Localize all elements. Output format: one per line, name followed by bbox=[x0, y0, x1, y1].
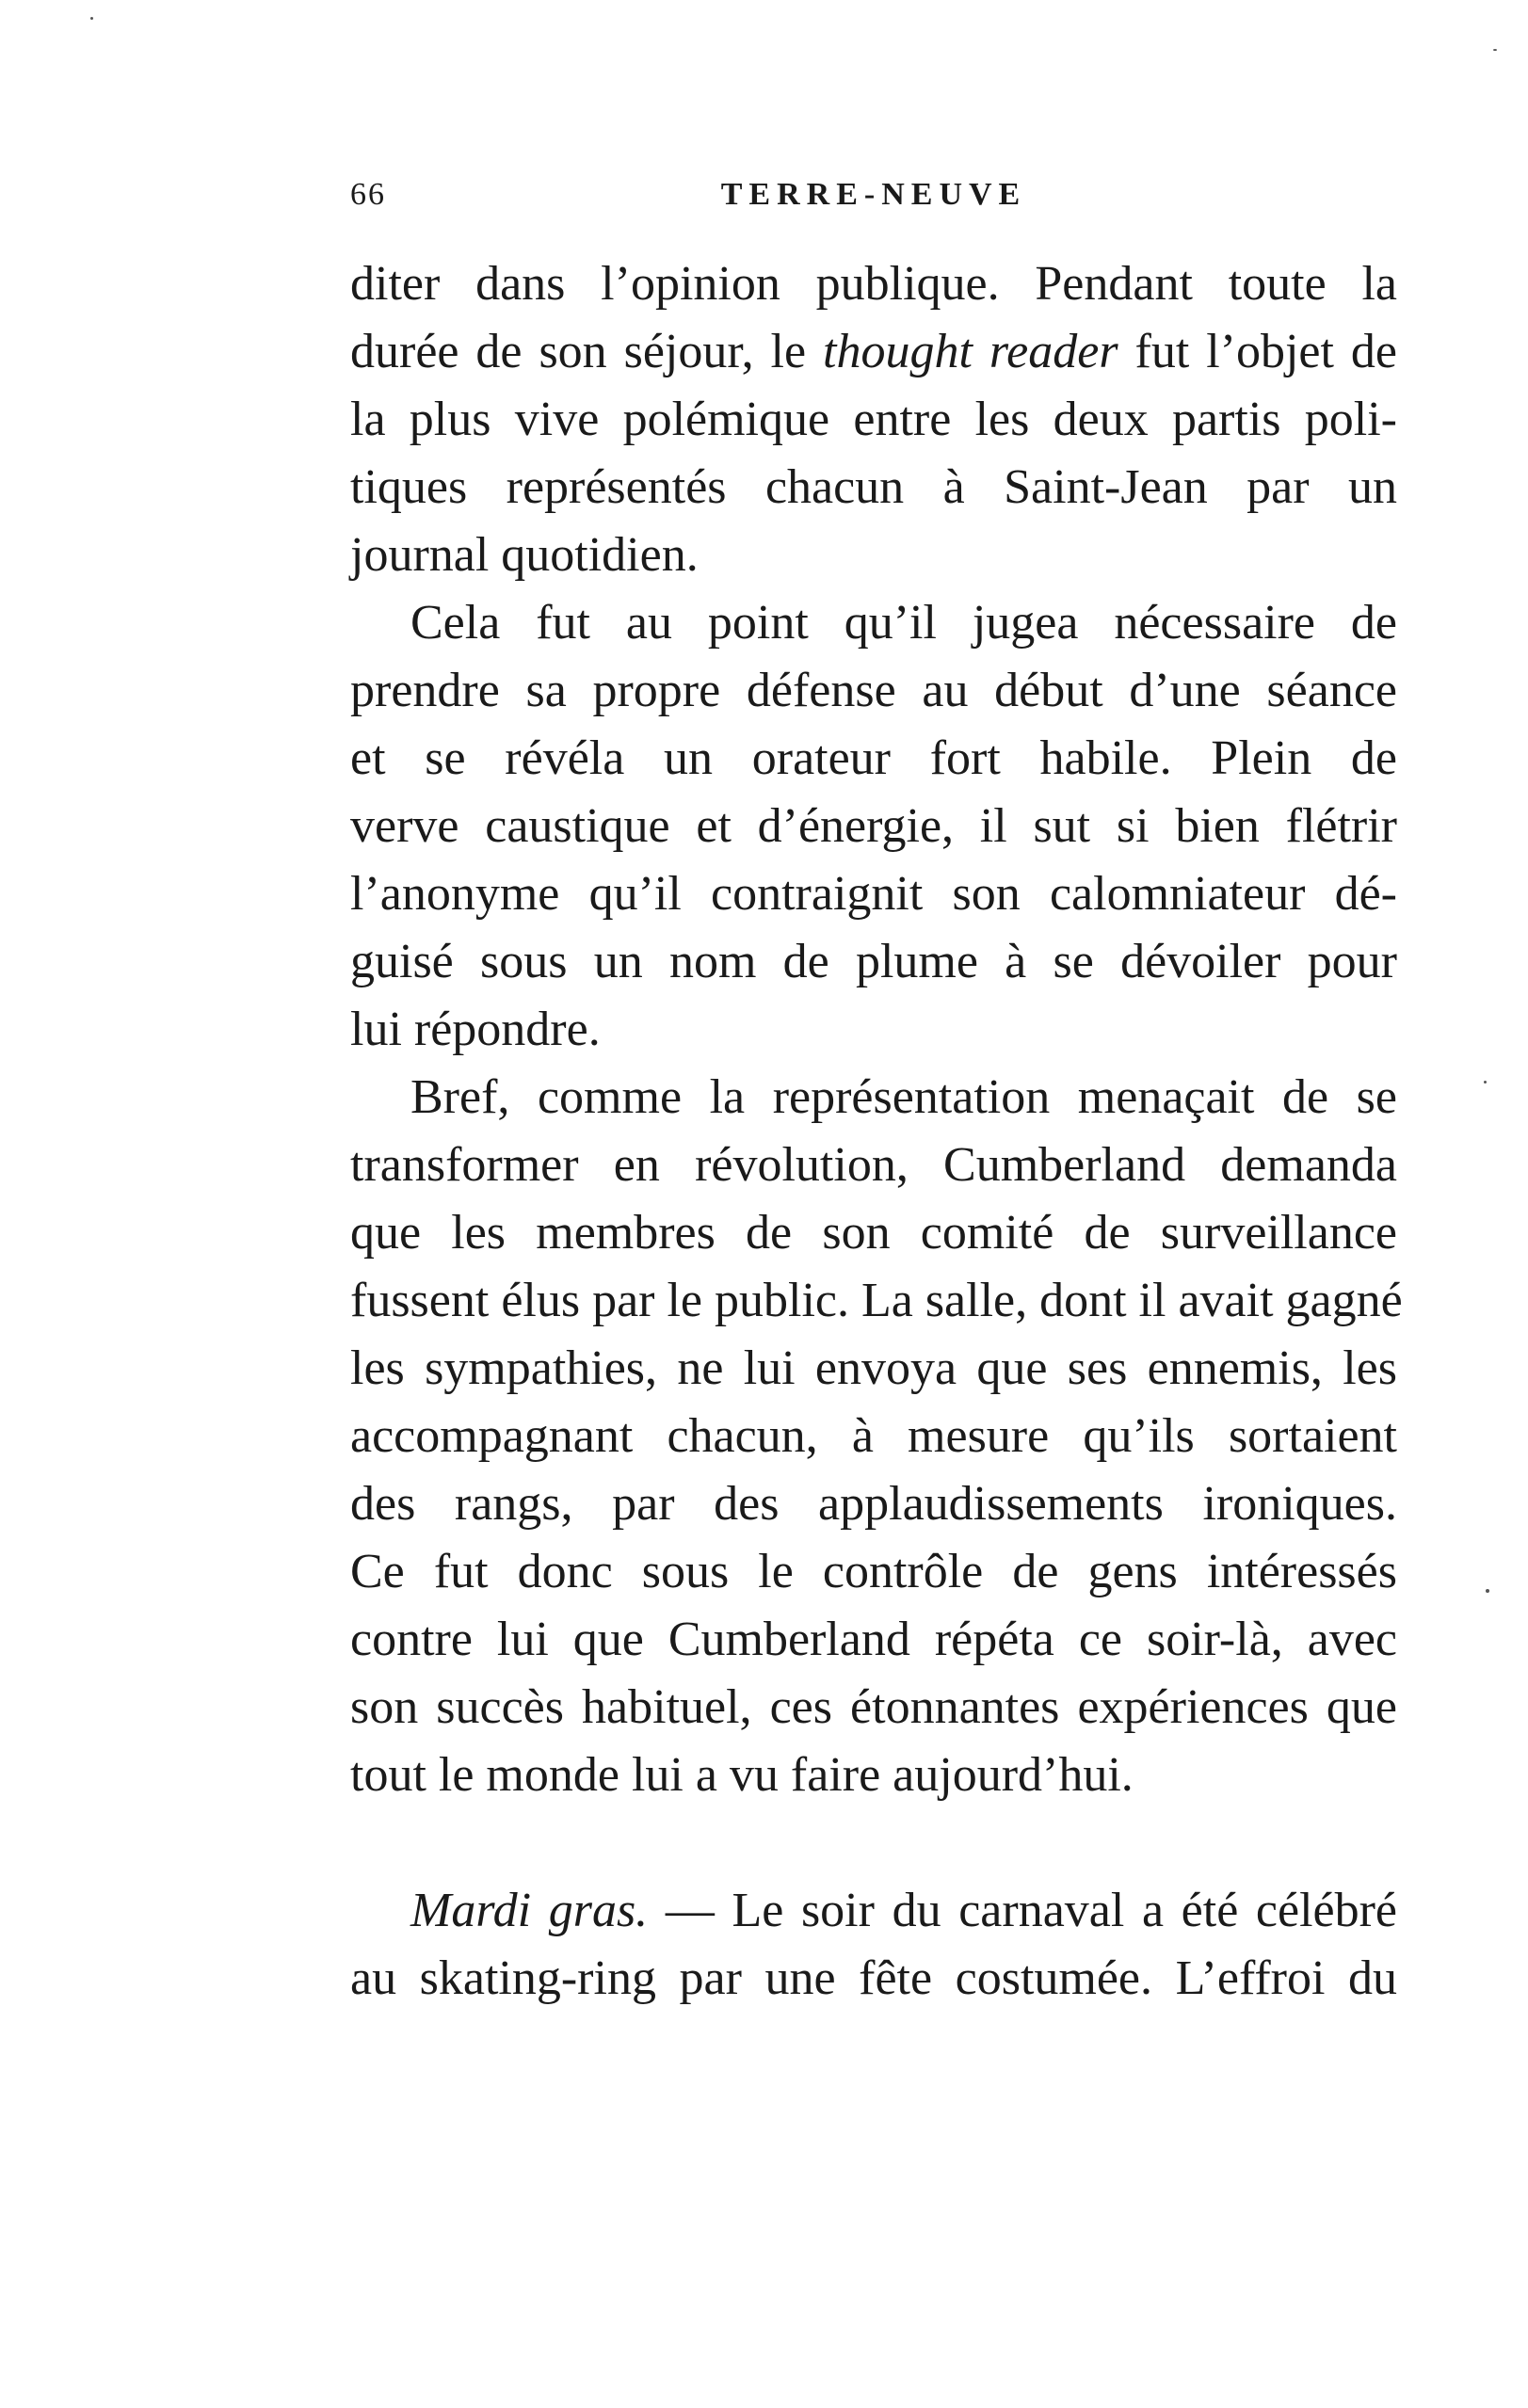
page-number: 66 bbox=[350, 177, 386, 212]
text-line: au skating-ring par une fête costumée. L’effroi du bbox=[350, 1951, 1397, 2005]
running-head bbox=[350, 177, 1397, 224]
text-line: transformer en révolution, Cumberland demanda bbox=[350, 1138, 1397, 1192]
paragraph-2 bbox=[350, 589, 1397, 1064]
text-line: contre lui que Cumberland répéta ce soir-là, avec bbox=[350, 1613, 1397, 1666]
scan-speck bbox=[90, 17, 93, 20]
text-line: prendre sa propre défense au début d’une séance bbox=[350, 664, 1397, 717]
text-line: lui répondre. bbox=[350, 1003, 601, 1056]
text-line: journal quotidien. bbox=[350, 528, 699, 582]
text-line: et se révéla un orateur fort habile. Plein de bbox=[350, 731, 1397, 785]
paragraph-1 bbox=[350, 250, 1397, 589]
scan-speck bbox=[1484, 1081, 1487, 1084]
text-line: son succès habituel, ces étonnantes expériences que bbox=[350, 1680, 1397, 1734]
text-line: des rangs, par des applaudissements ironiques. bbox=[350, 1477, 1397, 1531]
scan-speck bbox=[1486, 1589, 1489, 1593]
body-text bbox=[350, 250, 1403, 2013]
text-line: les sympathies, ne lui envoya que ses ennemis, les bbox=[350, 1341, 1397, 1395]
text-line: guisé sous un nom de plume à se dévoiler pour bbox=[350, 935, 1397, 988]
text-line: Cela fut au point qu’il jugea nécessaire de bbox=[410, 596, 1397, 650]
italic-heading: Mardi gras. bbox=[410, 1884, 649, 1937]
text-run: durée de son séjour, le bbox=[350, 325, 824, 378]
text-line bbox=[350, 318, 1397, 386]
text-line: fussent élus par le public. La salle, dont il avait gagné bbox=[350, 1274, 1403, 1327]
text-line: l’anonyme qu’il contraignit son calomniateur dé- bbox=[350, 867, 1397, 921]
text-line: tiques représentés chacun à Saint-Jean par un bbox=[350, 460, 1397, 514]
text-line: diter dans l’opinion publique. Pendant toute la bbox=[350, 257, 1397, 311]
italic-phrase: thought reader bbox=[823, 325, 1118, 378]
scan-speck bbox=[1493, 49, 1497, 51]
text-run: — Le soir du carnaval a été célébré bbox=[648, 1884, 1397, 1937]
section-gap bbox=[350, 1809, 1397, 1877]
text-line bbox=[350, 1877, 1397, 1945]
paragraph-4 bbox=[350, 1877, 1397, 2013]
text-line: Bref, comme la représentation menaçait de se bbox=[410, 1070, 1397, 1124]
text-line: accompagnant chacun, à mesure qu’ils sortaient bbox=[350, 1409, 1397, 1463]
text-line: Ce fut donc sous le contrôle de gens intéressés bbox=[350, 1545, 1397, 1598]
text-line: que les membres de son comité de surveillance bbox=[350, 1206, 1397, 1260]
paragraph-3 bbox=[350, 1064, 1403, 1809]
text-line: verve caustique et d’énergie, il sut si bien flétrir bbox=[350, 799, 1397, 853]
text-line: tout le monde lui a vu faire aujourd’hui. bbox=[350, 1748, 1134, 1802]
text-run: fut l’objet de bbox=[1118, 325, 1397, 378]
text-line: la plus vive polémique entre les deux partis poli- bbox=[350, 393, 1397, 446]
running-title: TERRE-NEUVE bbox=[720, 177, 1027, 212]
